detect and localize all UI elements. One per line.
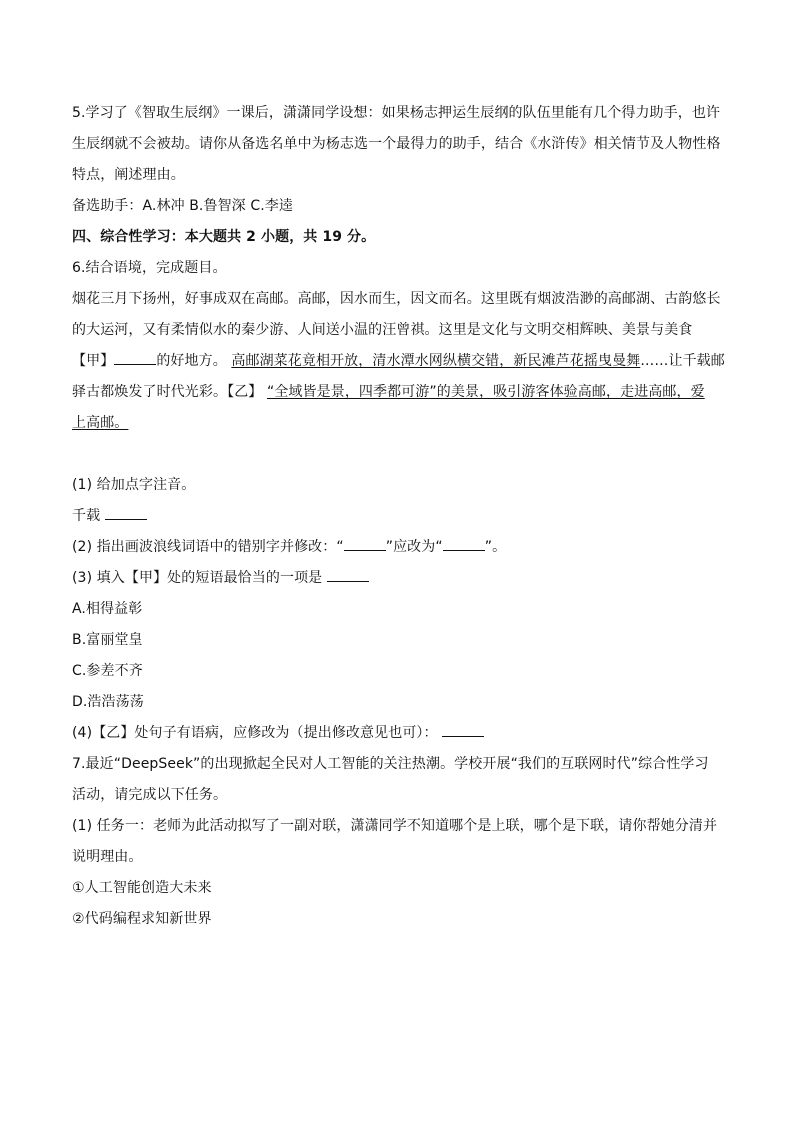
yi-sentence-part-1: “全域皆是景，四季都可游”的美景，吸引游客体验高邮，走进高邮，爱 [266, 384, 705, 400]
option-c: C.参差不齐 [72, 663, 143, 679]
couplet-line-1: ①人工智能创造大未来 [72, 880, 212, 896]
question-5-line-3: 特点，阐述理由。 [72, 167, 185, 183]
sub-question-4-text: (4)【乙】处句子有语病，应修改为（提出修改意见也可）： [72, 725, 438, 741]
spacer [72, 439, 734, 470]
passage-line-2: 的大运河，又有柔情似水的秦少游、人间送小温的汪曾祺。这里是文化与文明交相辉映、美景与美食 [72, 322, 693, 338]
question-7-line-2: 活动，请完成以下任务。 [72, 787, 228, 803]
wrong-char-blank[interactable] [344, 536, 386, 551]
sub-question-1-item [72, 501, 734, 532]
sub-question-4 [72, 718, 734, 749]
sub-question-1: (1) 给加点字注音。 [72, 477, 196, 493]
sub-question-2-start: (2) 指出画波浪线词语中的错别字并修改：“ [72, 539, 344, 555]
option-a: A.相得益彰 [72, 601, 143, 617]
question-5-line-1: 5.学习了《智取生辰纲》一课后，潇潇同学设想：如果杨志押运生辰纲的队伍里能有几个得力助手，也许 [72, 105, 721, 121]
sub-question-3-text: (3) 填入【甲】处的短语最恰当的一项是 [72, 570, 323, 586]
passage-line-1: 烟花三月下扬州，好事成双在高邮。高邮，因水而生，因文而名。这里既有烟波浩渺的高邮湖、古韵悠长 [72, 291, 721, 307]
task-1-line-1: (1) 任务一：老师为此活动拟写了一副对联，潇潇同学不知道哪个是上联，哪个是下联，请你帮她分清并 [72, 818, 718, 834]
underlined-sentence: 高邮湖菜花竟相开放，清水潭水网纵横交错，新民滩芦花摇曳曼舞 [231, 353, 641, 369]
question-6-title: 6.结合语境，完成题目。 [72, 260, 227, 276]
passage-line-4 [72, 377, 734, 408]
passage-line-5 [72, 408, 734, 439]
sub-question-2 [72, 532, 734, 563]
couplet-line-2: ②代码编程求知新世界 [72, 911, 212, 927]
passage-line-3-end: ……让千载邮 [640, 353, 725, 369]
jia-blank[interactable] [114, 350, 156, 365]
sub-question-3 [72, 563, 734, 594]
option-d: D.浩浩荡荡 [72, 694, 144, 710]
question-5-line-2: 生辰纲就不会被劫。请你从备选名单中为杨志选一个最得力的助手，结合《水浒传》相关情节及人物性格 [72, 136, 721, 152]
option-b: B.富丽堂皇 [72, 632, 143, 648]
question-7-line-1: 7.最近“DeepSeek”的出现掀起全民对人工智能的关注热潮。学校开展“我们的互联网时代”综合性学习 [72, 756, 709, 772]
section-4-heading: 四、综合性学习：本大题共 2 小题，共 19 分。 [72, 229, 376, 245]
pinyin-answer-blank[interactable] [105, 505, 147, 520]
question-5-options: 备选助手：A.林冲 B.鲁智深 C.李逵 [72, 198, 293, 214]
sub-question-2-mid: ”应改为“ [385, 539, 443, 555]
correct-char-blank[interactable] [443, 536, 485, 551]
passage-line-4-start: 驿古都焕发了时代光彩。【乙】 [72, 384, 263, 400]
revision-answer-blank[interactable] [442, 722, 484, 737]
passage-jia-marker: 【甲】 [72, 353, 115, 369]
task-1-line-2: 说明理由。 [72, 849, 143, 865]
passage-line-3-mid: 的好地方。 [156, 353, 227, 369]
sub-question-2-end: ”。 [484, 539, 507, 555]
choice-answer-blank[interactable] [327, 567, 369, 582]
yi-sentence-part-2: 上高邮。 [72, 415, 129, 431]
passage-line-3 [72, 346, 734, 377]
sub-question-1-word: 千载 [72, 508, 101, 524]
